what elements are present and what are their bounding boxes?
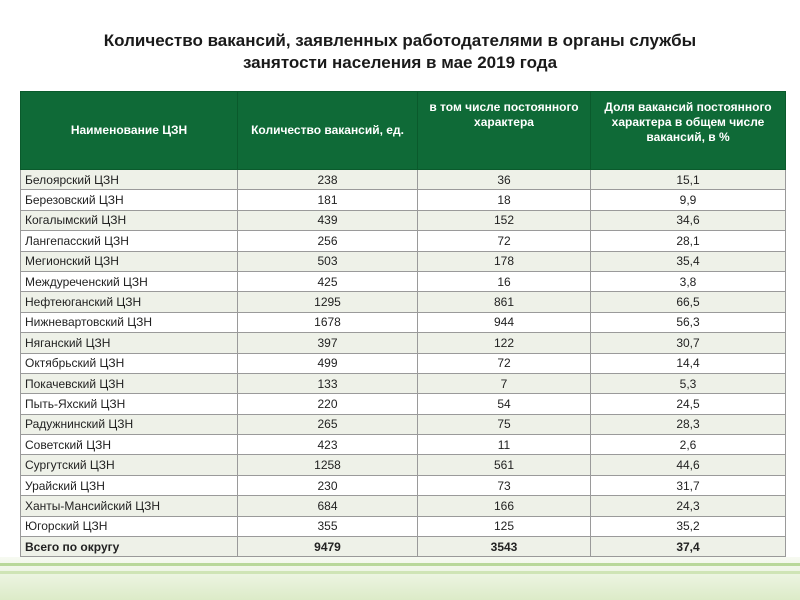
table-row — [21, 516, 786, 536]
table-row — [21, 353, 786, 373]
table-row — [21, 373, 786, 393]
title-line-2: занятости населения в мае 2019 года — [242, 53, 558, 72]
cell-permanent: 36 — [418, 170, 591, 190]
cell-share: 28,3 — [591, 414, 786, 434]
cell-vacancies: 397 — [238, 333, 418, 353]
header-center-name: Наименование ЦЗН — [21, 92, 238, 170]
cell-center-name: Лангепасский ЦЗН — [21, 231, 238, 251]
cell-permanent: 7 — [418, 373, 591, 393]
cell-center-name: Няганский ЦЗН — [21, 333, 238, 353]
table-row — [21, 292, 786, 312]
cell-vacancies: 423 — [238, 435, 418, 455]
header-vacancies-count: Количество вакансий, ед. — [238, 92, 418, 170]
cell-permanent: 73 — [418, 475, 591, 495]
cell-permanent: 122 — [418, 333, 591, 353]
cell-center-name: Нижневартовский ЦЗН — [21, 312, 238, 332]
cell-permanent: 152 — [418, 210, 591, 230]
cell-share: 2,6 — [591, 435, 786, 455]
cell-permanent: 11 — [418, 435, 591, 455]
cell-center-name: Октябрьский ЦЗН — [21, 353, 238, 373]
total-permanent: 3543 — [418, 537, 591, 557]
table-row — [21, 435, 786, 455]
cell-vacancies: 238 — [238, 170, 418, 190]
table-row — [21, 251, 786, 271]
table-body — [21, 170, 786, 557]
cell-permanent: 72 — [418, 231, 591, 251]
cell-center-name: Березовский ЦЗН — [21, 190, 238, 210]
cell-share: 56,3 — [591, 312, 786, 332]
cell-center-name: Когалымский ЦЗН — [21, 210, 238, 230]
header-permanent-count: в том числе постоянного характера — [418, 92, 591, 170]
table-row — [21, 496, 786, 516]
cell-vacancies: 439 — [238, 210, 418, 230]
cell-center-name: Ханты-Мансийский ЦЗН — [21, 496, 238, 516]
table-row — [21, 312, 786, 332]
cell-share: 9,9 — [591, 190, 786, 210]
cell-share: 15,1 — [591, 170, 786, 190]
table-row — [21, 475, 786, 495]
cell-permanent: 18 — [418, 190, 591, 210]
cell-vacancies: 1258 — [238, 455, 418, 475]
bottom-stripe — [0, 571, 800, 574]
cell-center-name: Белоярский ЦЗН — [21, 170, 238, 190]
total-share: 37,4 — [591, 537, 786, 557]
total-vacancies: 9479 — [238, 537, 418, 557]
cell-vacancies: 503 — [238, 251, 418, 271]
header-permanent-share: Доля вакансий постоянного характера в общем числе вакансий, в % — [591, 92, 786, 170]
cell-share: 35,2 — [591, 516, 786, 536]
bottom-stripe — [0, 563, 800, 566]
cell-share: 28,1 — [591, 231, 786, 251]
table-row — [21, 170, 786, 190]
cell-vacancies: 355 — [238, 516, 418, 536]
cell-vacancies: 133 — [238, 373, 418, 393]
cell-permanent: 72 — [418, 353, 591, 373]
cell-center-name: Сургутский ЦЗН — [21, 455, 238, 475]
cell-center-name: Покачевский ЦЗН — [21, 373, 238, 393]
cell-permanent: 54 — [418, 394, 591, 414]
cell-permanent: 561 — [418, 455, 591, 475]
page-title — [0, 30, 800, 74]
cell-vacancies: 181 — [238, 190, 418, 210]
table-row — [21, 455, 786, 475]
cell-vacancies: 230 — [238, 475, 418, 495]
table-row — [21, 210, 786, 230]
cell-vacancies: 425 — [238, 271, 418, 291]
cell-share: 30,7 — [591, 333, 786, 353]
title-line-1: Количество вакансий, заявленных работодателями в органы службы — [103, 31, 697, 50]
cell-share: 31,7 — [591, 475, 786, 495]
cell-share: 24,3 — [591, 496, 786, 516]
table-header — [21, 92, 786, 170]
table-row — [21, 190, 786, 210]
cell-vacancies: 1295 — [238, 292, 418, 312]
cell-share: 5,3 — [591, 373, 786, 393]
cell-permanent: 75 — [418, 414, 591, 434]
table-row — [21, 271, 786, 291]
cell-permanent: 944 — [418, 312, 591, 332]
cell-vacancies: 256 — [238, 231, 418, 251]
cell-permanent: 16 — [418, 271, 591, 291]
cell-share: 35,4 — [591, 251, 786, 271]
table-total-row — [21, 537, 786, 557]
cell-center-name: Радужнинский ЦЗН — [21, 414, 238, 434]
cell-permanent: 861 — [418, 292, 591, 312]
table-row — [21, 333, 786, 353]
cell-permanent: 178 — [418, 251, 591, 271]
cell-center-name: Междуреченский ЦЗН — [21, 271, 238, 291]
cell-share: 66,5 — [591, 292, 786, 312]
table-row — [21, 414, 786, 434]
bottom-decorative-bar — [0, 557, 800, 600]
cell-center-name: Нефтеюганский ЦЗН — [21, 292, 238, 312]
cell-vacancies: 684 — [238, 496, 418, 516]
cell-share: 34,6 — [591, 210, 786, 230]
cell-vacancies: 1678 — [238, 312, 418, 332]
table-row — [21, 231, 786, 251]
cell-center-name: Пыть-Яхский ЦЗН — [21, 394, 238, 414]
cell-center-name: Советский ЦЗН — [21, 435, 238, 455]
cell-share: 14,4 — [591, 353, 786, 373]
cell-permanent: 166 — [418, 496, 591, 516]
table-row — [21, 394, 786, 414]
total-label: Всего по округу — [21, 537, 238, 557]
cell-share: 44,6 — [591, 455, 786, 475]
cell-share: 3,8 — [591, 271, 786, 291]
cell-vacancies: 499 — [238, 353, 418, 373]
cell-permanent: 125 — [418, 516, 591, 536]
cell-share: 24,5 — [591, 394, 786, 414]
cell-center-name: Мегионский ЦЗН — [21, 251, 238, 271]
cell-center-name: Урайский ЦЗН — [21, 475, 238, 495]
cell-vacancies: 220 — [238, 394, 418, 414]
cell-vacancies: 265 — [238, 414, 418, 434]
cell-center-name: Югорский ЦЗН — [21, 516, 238, 536]
vacancies-table — [20, 91, 786, 557]
